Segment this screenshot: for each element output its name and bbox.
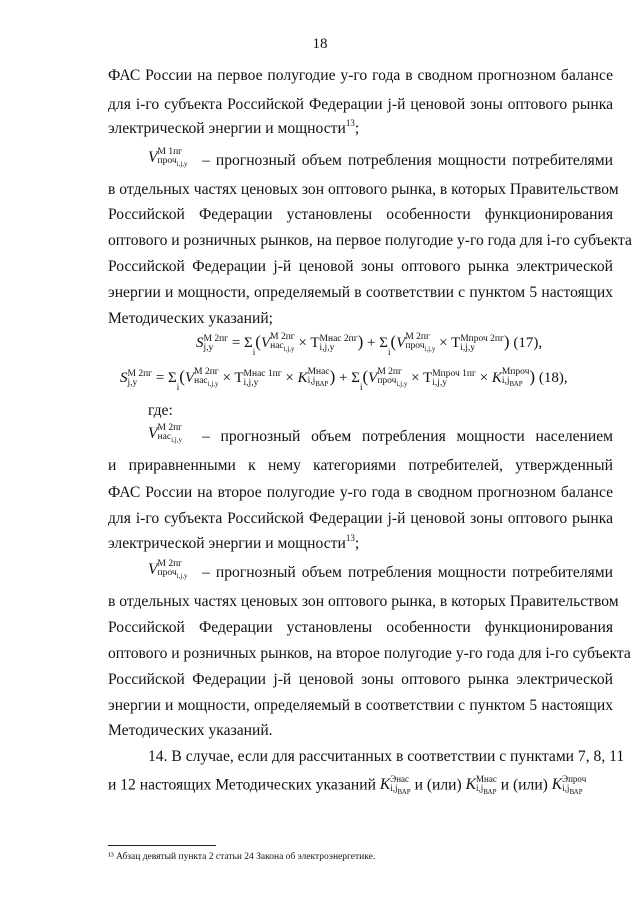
text-or-2: и (или): [500, 776, 548, 794]
text-line-with-footnote: [108, 535, 359, 553]
text-or-1: и (или): [414, 776, 462, 794]
footnote-divider: [108, 845, 216, 846]
coef-k-mnas: K: [465, 776, 477, 794]
text-line: Российской Федерации установлены особенности функционирования: [108, 206, 613, 223]
text-line-with-footnote: [108, 120, 359, 138]
text-line: Методических указаний;: [108, 310, 274, 327]
text-line: энергии и мощности, определяемый в соответствии с пунктом 5 настоящих: [108, 697, 613, 714]
formula-17-label: (17),: [513, 335, 543, 351]
formula-17: S М 2пг j,y = $\Sigma_i(V$ М 2пг нас$_{i,j,y}$ × T Мнас 2пг i,j,y ) + $\Sigma_i(V$ М 2пг проч$_{i,j,y}$ × T Мпроч 2пг i,j,y ) (17),: [196, 332, 543, 357]
text-line: в отдельных частях ценовых зон оптового рынка, в которых Правительством: [108, 593, 619, 610]
text-line-with-coefficients: и 12 настоящих Методических указаний K Энас $i,j_{ВАР}$ и (или) K Мнас $i,j_{ВАР}$ и (или) K Эпроч $i,j_{ВАР}$: [108, 774, 587, 796]
text-line: ФАС России на первое полугодие y-го года в сводном прогнозном балансе: [108, 67, 613, 84]
text-line: энергии и мощности, определяемый в соответствии с пунктом 5 настоящих: [108, 284, 613, 301]
text-line: электрической энергии и мощности: [108, 120, 346, 137]
text-line: Методических указаний.: [108, 722, 273, 739]
text-line: Российской Федерации j-й ценовой зоны оптового рынка электрической: [108, 671, 613, 688]
page-number: 18: [312, 36, 328, 52]
symbol-v-proch-1: V М 1пг проч$_{i,j,y}$: [148, 147, 188, 168]
symbol-v-nas-2: V М 2пг нас$_{i,j,y}$: [148, 423, 183, 444]
text-line: – прогнозный объем потребления мощности потребителями: [202, 564, 613, 581]
text-line: в отдельных частях ценовых зон оптового рынка, в которых Правительством: [108, 181, 619, 198]
text-line: оптового и розничных рынков, на первое полугодие y-го года для i-го субъекта: [108, 232, 632, 249]
text-line: Российской Федерации j-й ценовой зоны оптового рынка электрической: [108, 258, 613, 275]
text-line: и приравненными к нему категориями потребителей, утвержденный: [108, 457, 613, 474]
coef-k-enas: K: [379, 776, 391, 794]
text-line: для i-го субъекта Российской Федерации j-й ценовой зоны оптового рынка: [108, 96, 613, 113]
footnote-mark: 13: [345, 533, 355, 543]
coef-k-eproch: K: [551, 776, 563, 794]
text-line: 14. В случае, если для рассчитанных в соответствии с пунктами 7, 8, 11: [148, 748, 625, 765]
text-line: для i-го субъекта Российской Федерации j-й ценовой зоны оптового рынка: [108, 510, 613, 527]
formula-18: S М 2пг j,y = $\Sigma_i(V$ М 2пг нас$_{i,j,y}$ × T Мнас 1пг i,j,y × K Мнас $i,j_{ВАР}$ ) + $\Sigma_i(V$ М 2пг проч$_{i,j,y}$ × T Мпроч 1пг i,j,y × K Мпроч $i,j_{ВАР}$ ) (18),: [120, 367, 568, 392]
text-line: и 12 настоящих Методических указаний: [108, 776, 376, 794]
formula-18-label: (18),: [538, 370, 568, 386]
where-label: где:: [148, 402, 173, 419]
semicolon: ;: [354, 535, 360, 552]
text-line: ФАС России на второе полугодие y-го года в сводном прогнозном балансе: [108, 484, 613, 501]
text-line: оптового и розничных рынков, на второе полугодие y-го года для i-го субъекта: [108, 645, 631, 662]
semicolon: ;: [354, 120, 360, 137]
symbol-v-proch-2: V М 2пг проч$_{i,j,y}$: [148, 559, 188, 580]
text-line: электрической энергии и мощности: [108, 535, 346, 552]
footnote-mark: 13: [345, 118, 355, 128]
text-line: – прогнозный объем потребления мощности населением: [202, 428, 613, 445]
footnote: ¹³ Абзац девятый пункта 2 статьи 24 Закона об электроэнергетике.: [108, 852, 376, 862]
text-line: Российской Федерации установлены особенности функционирования: [108, 619, 613, 636]
text-line: – прогнозный объем потребления мощности потребителями: [202, 152, 613, 169]
